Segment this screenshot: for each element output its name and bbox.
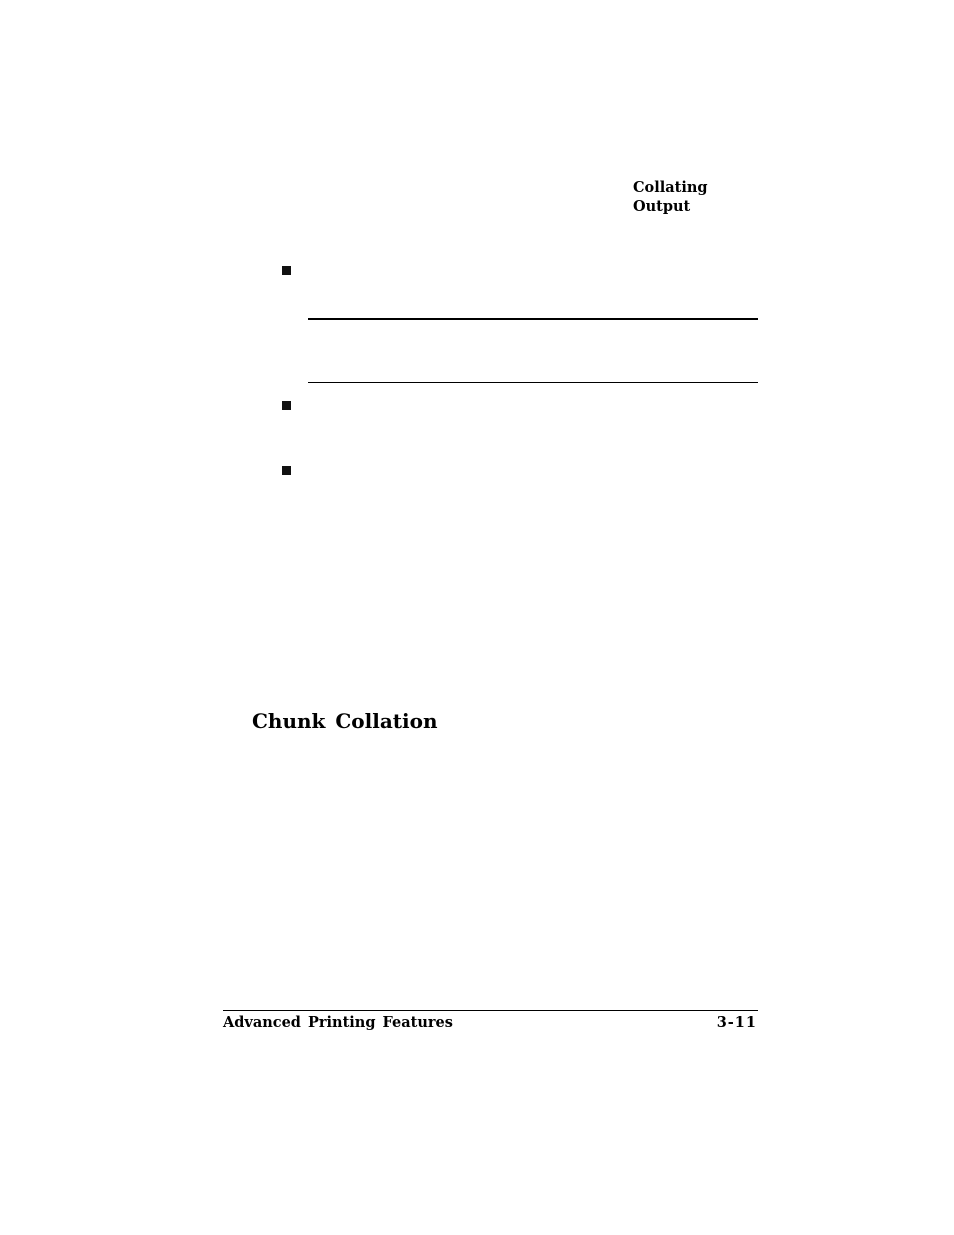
note-top-rule — [308, 318, 758, 320]
bullet-square-icon — [282, 401, 291, 410]
footer-chapter-title: Advanced Printing Features — [223, 1014, 453, 1031]
bullet-square-icon — [282, 466, 291, 475]
margin-heading-line-1: Collating — [633, 179, 708, 196]
note-bottom-rule — [308, 382, 758, 383]
margin-heading — [633, 178, 708, 216]
footer-page-number: 3-11 — [716, 1014, 757, 1031]
footer-rule — [223, 1010, 758, 1011]
section-heading: Chunk Collation — [252, 709, 438, 733]
margin-heading-line-2: Output — [633, 198, 691, 215]
bullet-square-icon — [282, 266, 291, 275]
